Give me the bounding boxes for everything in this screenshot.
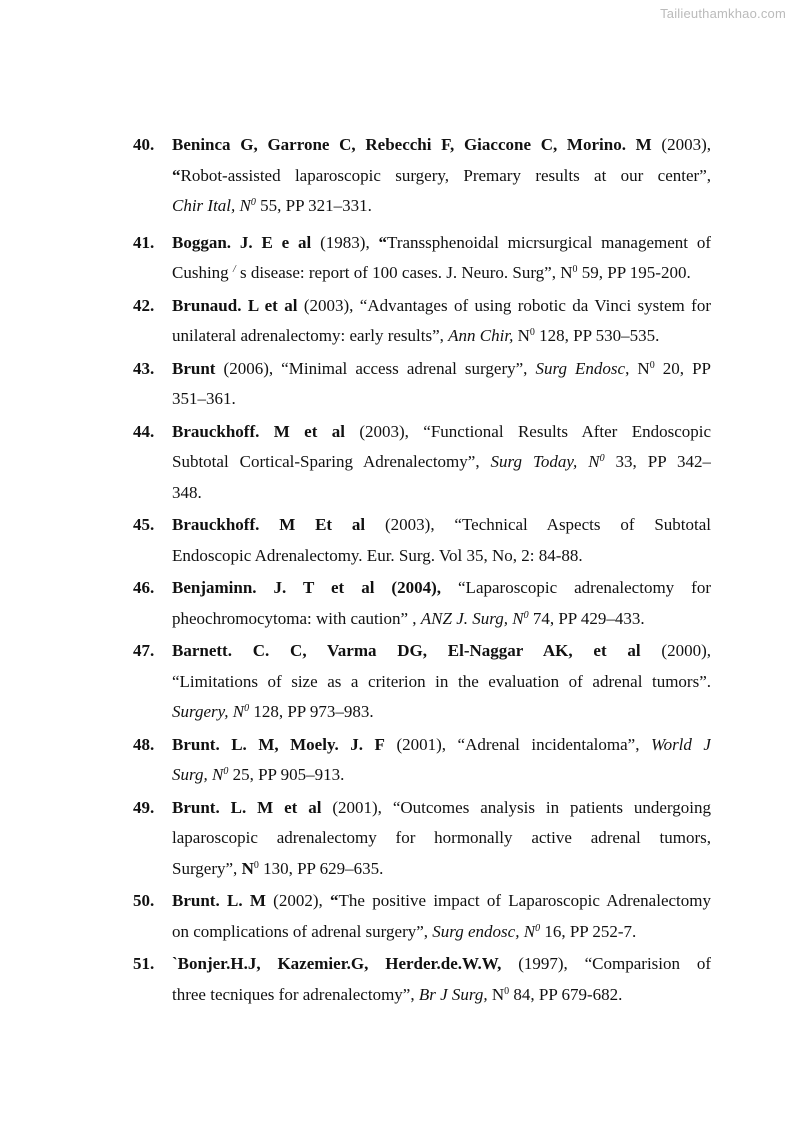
reference-text: 74, PP 429–433. [528,608,645,628]
reference-text: 84, PP 679-682. [509,984,623,1004]
reference-line [172,321,711,352]
reference-text: Subtotal Cortical-Sparing Adrenalectomy”, [172,452,491,471]
reference-entry [0,949,794,1010]
reference-journal: Surg Endosc [535,358,626,378]
reference-line [172,917,711,948]
superscript: 0 [599,453,605,464]
reference-text: Transsphenoidal micrsurgical management of [387,232,711,252]
reference-list [0,130,794,1012]
reference-line [172,980,711,1011]
reference-number: 45. [133,515,155,534]
reference-line [172,510,711,541]
reference-text: s disease: report of 100 cases. J. Neuro. Surg”, N [235,263,573,282]
reference-authors: “ [378,232,388,252]
reference-text: (2001), “Adrenal incidentaloma”, [384,734,651,754]
reference-text: (2003), [651,135,711,154]
reference-line [172,793,711,824]
reference-number: 50. [133,891,155,910]
reference-journal: Surgery, N [172,702,245,721]
reference-journal: Br J Surg, [418,984,488,1004]
reference-text: (2006), “Minimal access adrenal surgery”, [215,358,536,378]
reference-text: (1997), “Comparision of [501,954,711,973]
reference-authors: Boggan. J. E e al [172,232,312,252]
reference-number: 40. [133,135,155,154]
reference-line [172,447,711,478]
reference-text: 16, PP 252-7. [540,921,637,941]
reference-text: laparoscopic adrenalectomy for hormonally active adrenal tumors, [172,828,711,847]
reference-text: 130, PP 629–635. [258,858,384,878]
reference-text: three tecniques for adrenalectomy”, [172,984,419,1004]
reference-number: 46. [133,578,155,597]
reference-authors: Brunt. L. M et al [172,797,322,817]
reference-line [172,730,711,761]
reference-number: 51. [133,954,155,973]
reference-line [172,697,711,728]
reference-entry [0,417,794,509]
reference-entry [0,291,794,352]
superscript: 0 [223,766,229,777]
reference-entry [0,510,794,571]
reference-text: on complications of adrenal surgery”, [172,921,433,941]
reference-text: 33, PP 342– [604,452,711,471]
reference-line [172,854,711,885]
reference-text: (2002), [265,891,331,910]
reference-text: (2001), “Outcomes analysis in patients undergoing [321,797,711,817]
superscript: / [232,264,236,275]
reference-journal: Surg endosc, N [432,921,536,941]
reference-text: “Laparoscopic adrenalectomy for [441,578,711,597]
reference-entry [0,354,794,415]
reference-journal: World J [650,734,711,754]
reference-text: (2003), “Advantages of using robotic da Vinci system for [297,295,711,315]
reference-authors: Brunaud. L et al [172,295,298,315]
reference-authors: N [241,858,254,878]
reference-line [172,886,711,917]
reference-authors: Beninca G, Garrone C, Rebecchi F, Giaccone C, Morino. M [172,135,652,154]
reference-text: Surgery”, [172,858,242,878]
superscript: 0 [572,264,578,275]
reference-authors: Brauckhoff. M Et al [172,515,366,534]
reference-line [172,760,711,791]
reference-number: 41. [133,232,155,252]
reference-entry [0,130,794,222]
reference-text: (1983), [311,232,379,252]
reference-text: N [513,326,530,345]
reference-line [172,258,711,289]
reference-text: (2003), “Technical Aspects of Subtotal [365,515,711,534]
reference-text: The positive impact of Laparoscopic Adrenalectomy [338,891,711,910]
reference-authors: Barnett. C. C, Varma DG, El-Naggar AK, et al [172,641,641,660]
reference-authors: “ [172,165,181,185]
reference-text: unilateral adrenalectomy: early results”, [172,326,449,345]
reference-number: 49. [133,797,155,817]
reference-text: Endoscopic Adrenalectomy. Eur. Surg. Vol 35, No, 2: 84-88. [172,545,583,565]
reference-line [172,191,711,222]
reference-text: (2003), “Functional Results After Endoscopic [344,421,711,441]
reference-text: Cushing [172,263,233,282]
reference-text: 55, PP 321–331. [255,196,372,215]
superscript: 0 [523,609,529,621]
reference-line [172,384,711,415]
reference-line [172,291,711,322]
reference-entry [0,228,794,289]
reference-entry [0,573,794,634]
reference-text: N [487,984,505,1004]
reference-text: 128, PP 530–535. [534,326,660,345]
reference-line [172,949,711,980]
superscript: 0 [244,703,250,714]
reference-journal: Surg Today, N [490,452,600,471]
reference-line [172,667,711,698]
watermark: Tailieuthamkhao.com [660,6,786,21]
reference-journal: ANZ J. Surg, N [420,608,524,628]
reference-number: 43. [133,358,155,378]
reference-authors: `Bonjer.H.J, Kazemier.G, Herder.de.W.W, [172,954,502,973]
reference-entry [0,886,794,947]
reference-authors: Brunt. L. M [172,891,266,910]
reference-text: 348. [172,482,202,502]
reference-line [172,354,711,385]
reference-text: 20, PP [654,358,711,378]
reference-authors: Benjaminn. J. T et al (2004), [172,578,442,597]
reference-journal: Surg, N [172,765,224,784]
superscript: 0 [253,859,259,871]
reference-number: 42. [133,295,155,315]
superscript: 0 [250,197,256,208]
reference-line [172,604,711,635]
reference-line [172,541,711,572]
reference-line [172,417,711,448]
reference-text: pheochromocytoma: with caution” , [172,608,421,628]
reference-line [172,161,711,192]
superscript: 0 [504,985,510,997]
reference-entry [0,636,794,728]
reference-text: “Limitations of size as a criterion in the evaluation of adrenal tumors”. [172,671,711,691]
reference-text: 25, PP 905–913. [228,765,345,784]
reference-number: 44. [133,421,155,441]
superscript: 0 [649,359,655,371]
reference-line [172,823,711,854]
superscript: 0 [529,327,535,338]
reference-journal: Ann Chir, [448,326,514,345]
reference-journal: Chir Ital, N [172,196,251,215]
reference-text: , N [625,358,650,378]
reference-line [172,573,711,604]
reference-text: 59, PP 195-200. [577,263,691,282]
reference-authors: Brauckhoff. M et al [172,421,345,441]
reference-authors: Brunt [172,358,216,378]
reference-line [172,478,711,509]
reference-authors: Brunt. L. M, Moely. J. F [172,734,385,754]
reference-authors: “ [330,891,339,910]
reference-line [172,636,711,667]
reference-text: Robot-assisted laparoscopic surgery, Premary results at our center”, [180,165,711,185]
reference-text: 351–361. [172,389,236,408]
reference-entry [0,793,794,885]
reference-number: 48. [133,734,155,754]
reference-text: (2000), [640,641,711,660]
reference-line [172,228,711,259]
reference-number: 47. [133,641,155,660]
reference-line [172,130,711,161]
superscript: 0 [535,922,541,934]
reference-entry [0,730,794,791]
reference-text: 128, PP 973–983. [249,702,374,721]
